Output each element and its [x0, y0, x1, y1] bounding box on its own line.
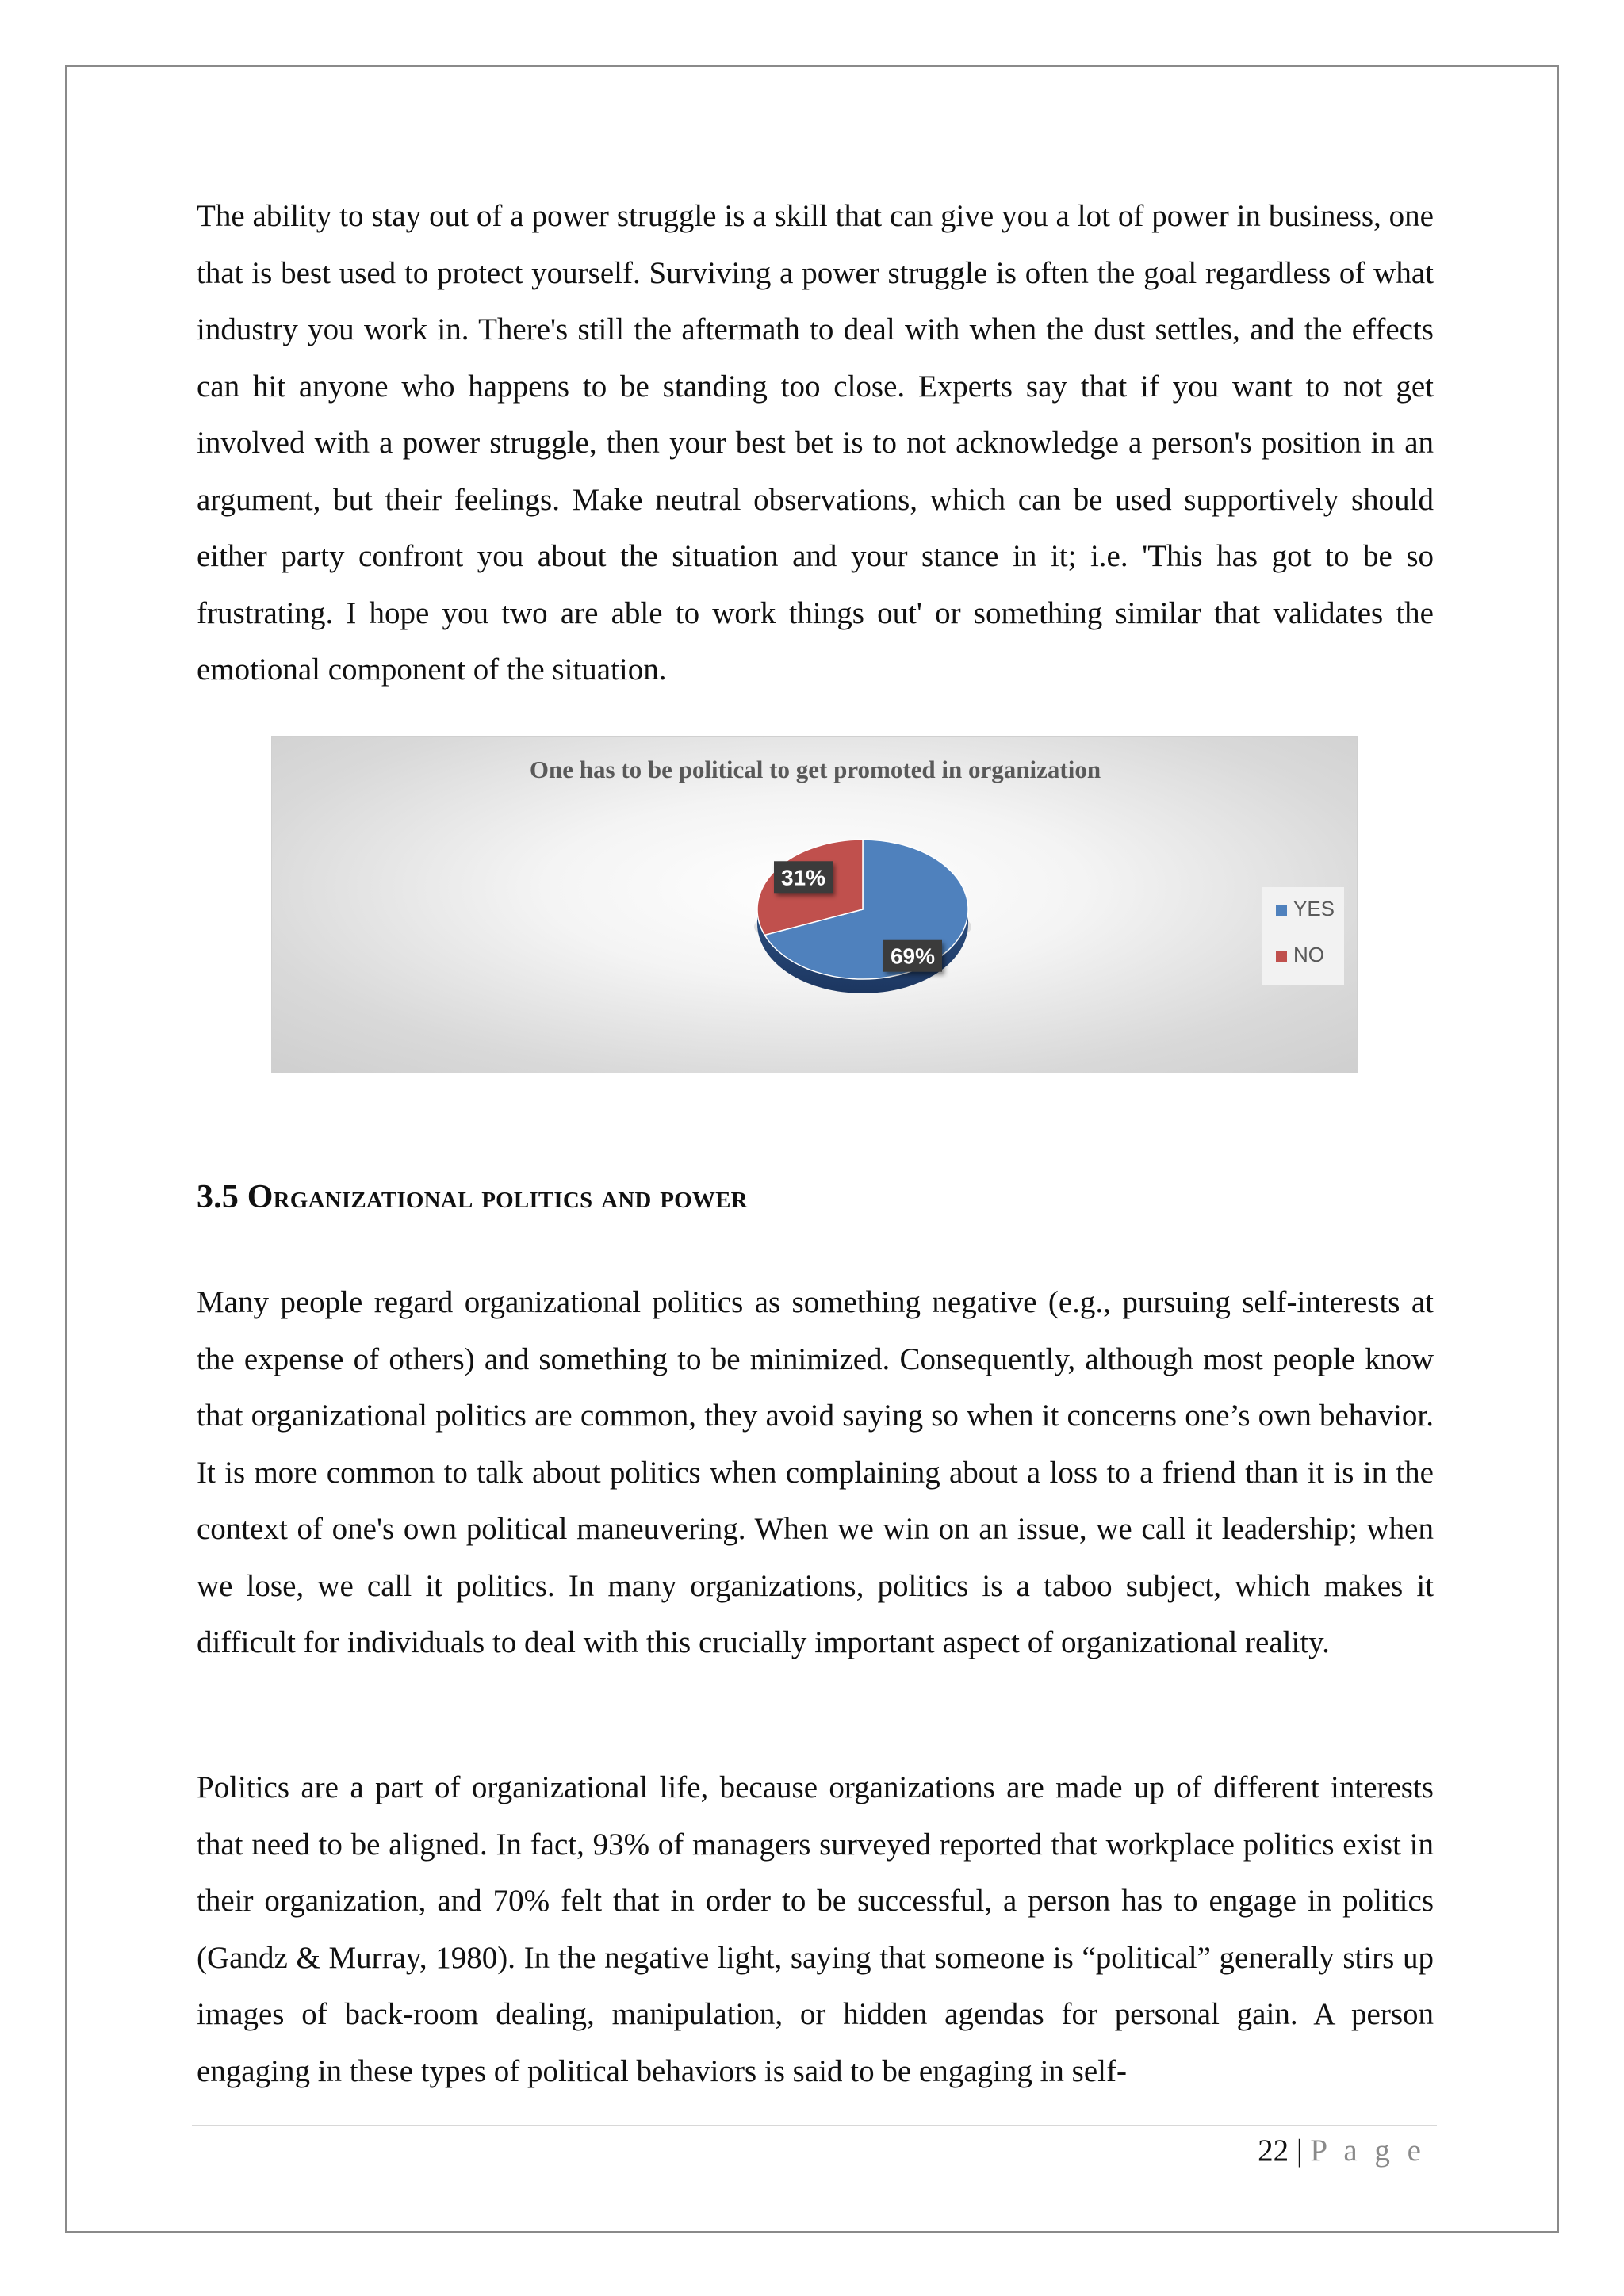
legend-label-yes: YES	[1293, 897, 1335, 920]
section-heading: 3.5 Organizational politics and power	[197, 1179, 748, 1215]
page-number: 22	[1258, 2133, 1289, 2168]
data-label-text: 31%	[780, 865, 826, 890]
pie-group	[754, 840, 971, 993]
legend-label-no: NO	[1293, 943, 1324, 966]
chart-title: One has to be political to get promoted in organization	[529, 756, 1101, 783]
footer-divider	[192, 2125, 1437, 2126]
paragraph-power-struggle: The ability to stay out of a power struggle is a skill that can give you a lot of power in business, one that is best used to protect yourself. Surviving a power struggle is often the goal regardless of what industry you work in. There's still the aftermath to deal with when the dust settles, and the effects can hit anyone who happens to be standing too close. Experts say that if you want to not get involved with a power struggle, then your best bet is to not acknowledge a person's position in an argument, but their feelings. Make neutral observations, which can be used supportively should either party confront you about the situation and your stance in it; i.e. 'This has got to be so frustrating. I hope you two are able to work things out' or something similar that validates the emotional component of the situation.	[197, 199, 1434, 687]
chart-legend	[1262, 887, 1344, 985]
pie-chart-panel	[271, 736, 1358, 1073]
paragraph-politics-part-of-life: Politics are a part of organizational life, because organizations are made up of different interests that need to be aligned. In fact, 93% of managers surveyed reported that workplace politics exist in their organization, and 70% felt that in order to be successful, a person has to engage in politics (Gandz & Murray, 1980). In the negative light, saying that someone is “political” generally stirs up images of back-room dealing, manipulation, or hidden agendas for personal gain. A person engaging in these types of political behaviors is said to be engaging in self-	[197, 1770, 1434, 2088]
legend-swatch-no	[1276, 951, 1287, 962]
legend-swatch-yes	[1276, 905, 1287, 916]
data-label-no	[774, 861, 833, 893]
pie-chart-svg	[272, 737, 1358, 1074]
data-label-text: 69%	[890, 943, 936, 969]
data-label-yes	[883, 940, 942, 972]
page-footer	[1258, 2131, 1426, 2171]
page-separator: |	[1296, 2133, 1303, 2168]
paragraph-organizational-politics: Many people regard organizational politics as something negative (e.g., pursuing self-interests at the expense of others) and something to be minimized. Consequently, although most people know that organizational politics are common, they avoid saying so when it concerns one’s own behavior. It is more common to talk about politics when complaining about a loss to a friend than it is in the context of one's own political maneuvering. When we win on an issue, we call it leadership; when we lose, we call it politics. In many organizations, politics is a taboo subject, which makes it difficult for individuals to deal with this crucially important aspect of organizational reality.	[197, 1285, 1434, 1659]
page-label: P a g e	[1310, 2133, 1426, 2168]
